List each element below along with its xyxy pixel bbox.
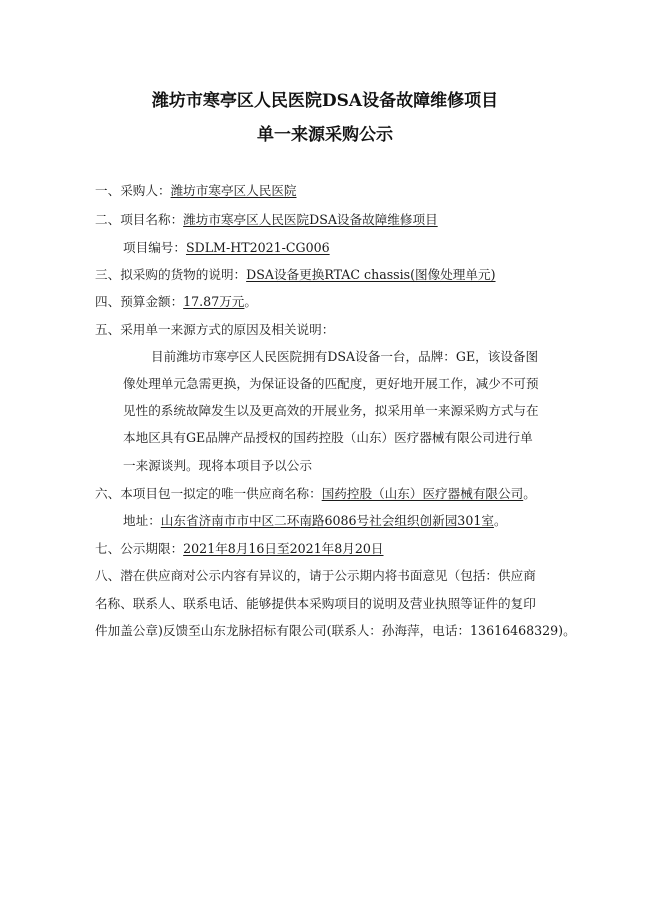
project-number-value: SDLM-HT2021-CG006: [185, 240, 330, 255]
period-label: 七、公示期限：: [95, 541, 184, 556]
objection-line-3: 件加盖公章)反馈至山东龙脉招标有限公司(联系人：孙海萍，电话：13616468329)。: [95, 623, 576, 638]
supplier-suffix: 。: [523, 486, 536, 501]
address-label: 地址：: [123, 513, 161, 528]
reason-line-3: 见性的系统故障发生以及更高效的开展业务，拟采用单一来源采购方式与在: [123, 403, 539, 418]
reason-line-5: 一来源谈判。现将本项目予以公示: [123, 458, 312, 473]
address-value: 山东省济南市市中区二环南路6086号社会组织创新园301室: [160, 513, 494, 528]
supplier-value: 国药控股（山东）医疗器械有限公司: [321, 486, 524, 501]
purchaser-line: [95, 183, 297, 199]
period-value: 2021年8月16日至2021年8月20日: [183, 541, 384, 556]
supplier-label: 六、本项目包一拟定的唯一供应商名称：: [95, 486, 322, 501]
period-line: [95, 541, 384, 557]
objection-line-2: 名称、联系人、联系电话、能够提供本采购项目的说明及营业执照等证件的复印: [95, 596, 536, 611]
address-suffix: 。: [493, 513, 507, 528]
project-number-label: 项目编号：: [123, 240, 186, 255]
reason-heading: 五、采用单一来源方式的原因及相关说明：: [95, 322, 335, 337]
project-name-line: [95, 212, 438, 228]
reason-line-4: 本地区具有GE品牌产品授权的国药控股（山东）医疗器械有限公司进行单: [123, 430, 533, 445]
document-subtitle: 单一来源采购公示: [257, 125, 393, 145]
budget-label: 四、预算金额：: [95, 294, 184, 309]
project-number-line: [123, 240, 330, 256]
supplier-line: [95, 486, 536, 502]
reason-line-1: 目前潍坊市寒亭区人民医院拥有DSA设备一台，品牌：GE，该设备图: [151, 349, 539, 364]
budget-suffix: 。: [244, 294, 257, 309]
objection-line-1: 八、潜在供应商对公示内容有异议的，请于公示期内将书面意见（包括：供应商: [95, 568, 536, 583]
document-title: 潍坊市寒亭区人民医院DSA设备故障维修项目: [151, 91, 499, 111]
project-name-value: 潍坊市寒亭区人民医院DSA设备故障维修项目: [183, 212, 438, 227]
budget-line: [95, 294, 257, 310]
address-line: [123, 513, 507, 529]
goods-line: [95, 267, 496, 283]
budget-value: 17.87万元: [183, 294, 245, 309]
project-name-label: 二、项目名称：: [95, 212, 184, 227]
purchaser-value: 潍坊市寒亭区人民医院: [170, 183, 297, 198]
goods-value: DSA设备更换RTAC chassis(图像处理单元): [246, 267, 496, 282]
reason-line-2: 像处理单元急需更换，为保证设备的匹配度，更好地开展工作，减少不可预: [123, 376, 539, 391]
purchaser-label: 一、采购人：: [95, 183, 171, 198]
goods-label: 三、拟采购的货物的说明：: [95, 267, 247, 282]
